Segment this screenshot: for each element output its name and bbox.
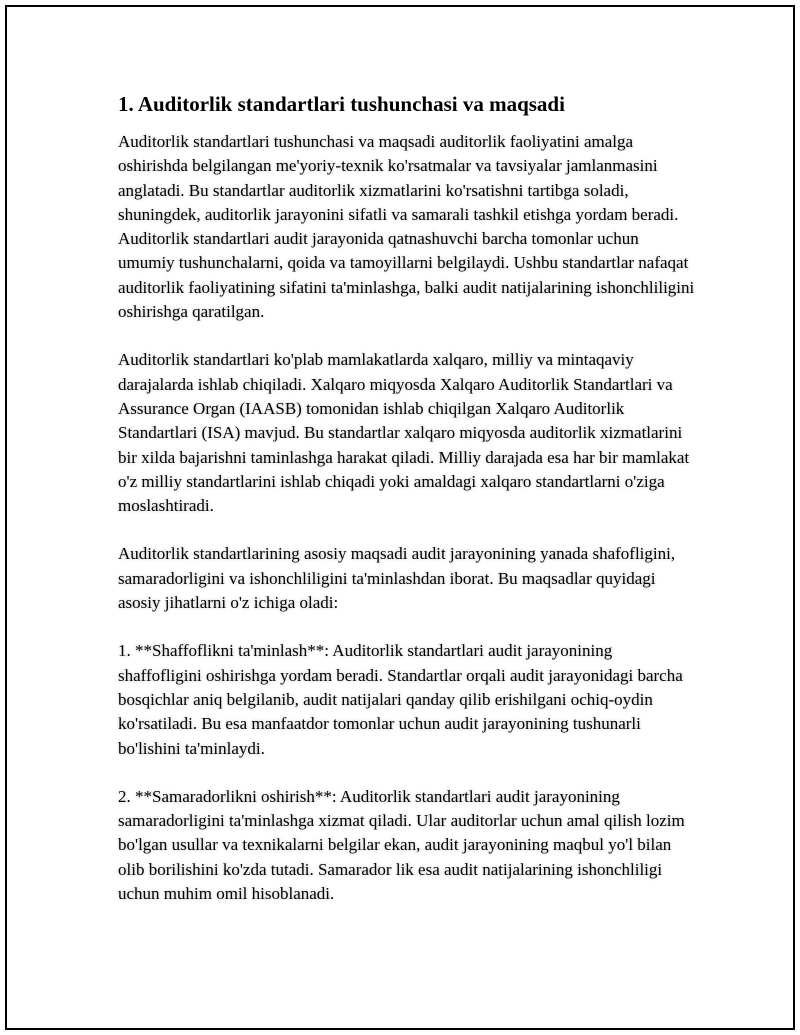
section-title: 1. Auditorlik standartlari tushunchasi va maqsadi: [118, 92, 565, 116]
paragraph-main-goal: Auditorlik standartlarining asosiy maqsadi audit jarayonining yanada shafofligini, samaradorligini va ishonchliligini ta'minlashdan iborat. Bu maqsadlar quyidagi asosiy jihatlarni o'z ichiga oladi:: [118, 544, 676, 613]
paragraph-transparency: 1. **Shaffoflikni ta'minlash**: Auditorlik standartlari audit jarayonining shaffofligini oshirishga yordam beradi. Standartlar orqali audit jarayonidagi barcha bosqichlar aniq belgilanib, audit natijalari qanday qilib erishilgani ochiq-oydin ko'rsatiladi. Bu esa manfaatdor tomonlar uchun audit jarayonining tushunarli bo'lishini ta'minlaydi.: [118, 641, 683, 758]
document-body: [118, 90, 698, 930]
paragraph-definition: Auditorlik standartlari tushunchasi va maqsadi auditorlik faoliyatini amalga oshirishda belgilangan me'yoriy-texnik ko'rsatmalar va tavsiyalar jamlanmasini anglatadi. Bu standartlar auditorlik xizmatlarini ko'rsatishni tartibga soladi, shuningdek, auditorlik jarayonini sifatli va samarali tashkil etishga yordam beradi. Auditorlik standartlari audit jarayonida qatnashuvchi barcha tomonlar uchun umumiy tushunchalarni, qoida va tamoyillarni belgilaydi. Ushbu standartlar nafaqat auditorlik faoliyatining sifatini ta'minlashga, balki audit natijalarining ishonchliligini oshirishga qaratilgan.: [118, 132, 695, 322]
paragraph-efficiency: 2. **Samaradorlikni oshirish**: Auditorlik standartlari audit jarayonining samaradorligini ta'minlashga xizmat qiladi. Ular auditorlar uchun amal qilish lozim bo'lgan usullar va texnikalarni belgilar ekan, audit jarayonining maqbul yo'l bilan olib borilishini ko'zda tutadi. Samarador lik esa audit natijalarining ishonchliligi uchun muhim omil hisoblanadi.: [118, 786, 685, 904]
paragraph-levels: Auditorlik standartlari ko'plab mamlakatlarda xalqaro, milliy va mintaqaviy darajalarda ishlab chiqiladi. Xalqaro miqyosda Xalqaro Auditorlik Standartlari va Assurance Organ (IAASB) tomonidan ishlab chiqilgan Xalqaro Auditorlik Standartlari (ISA) mavjud. Bu standartlar xalqaro miqyosda auditorlik xizmatlarini bir xilda bajarishni taminlashga harakat qiladi. Milliy darajada esa har bir mamlakat o'z milliy standartlarini ishlab chiqadi yoki amaldagi xalqaro standartlarni o'ziga moslashtiradi.: [118, 350, 690, 516]
